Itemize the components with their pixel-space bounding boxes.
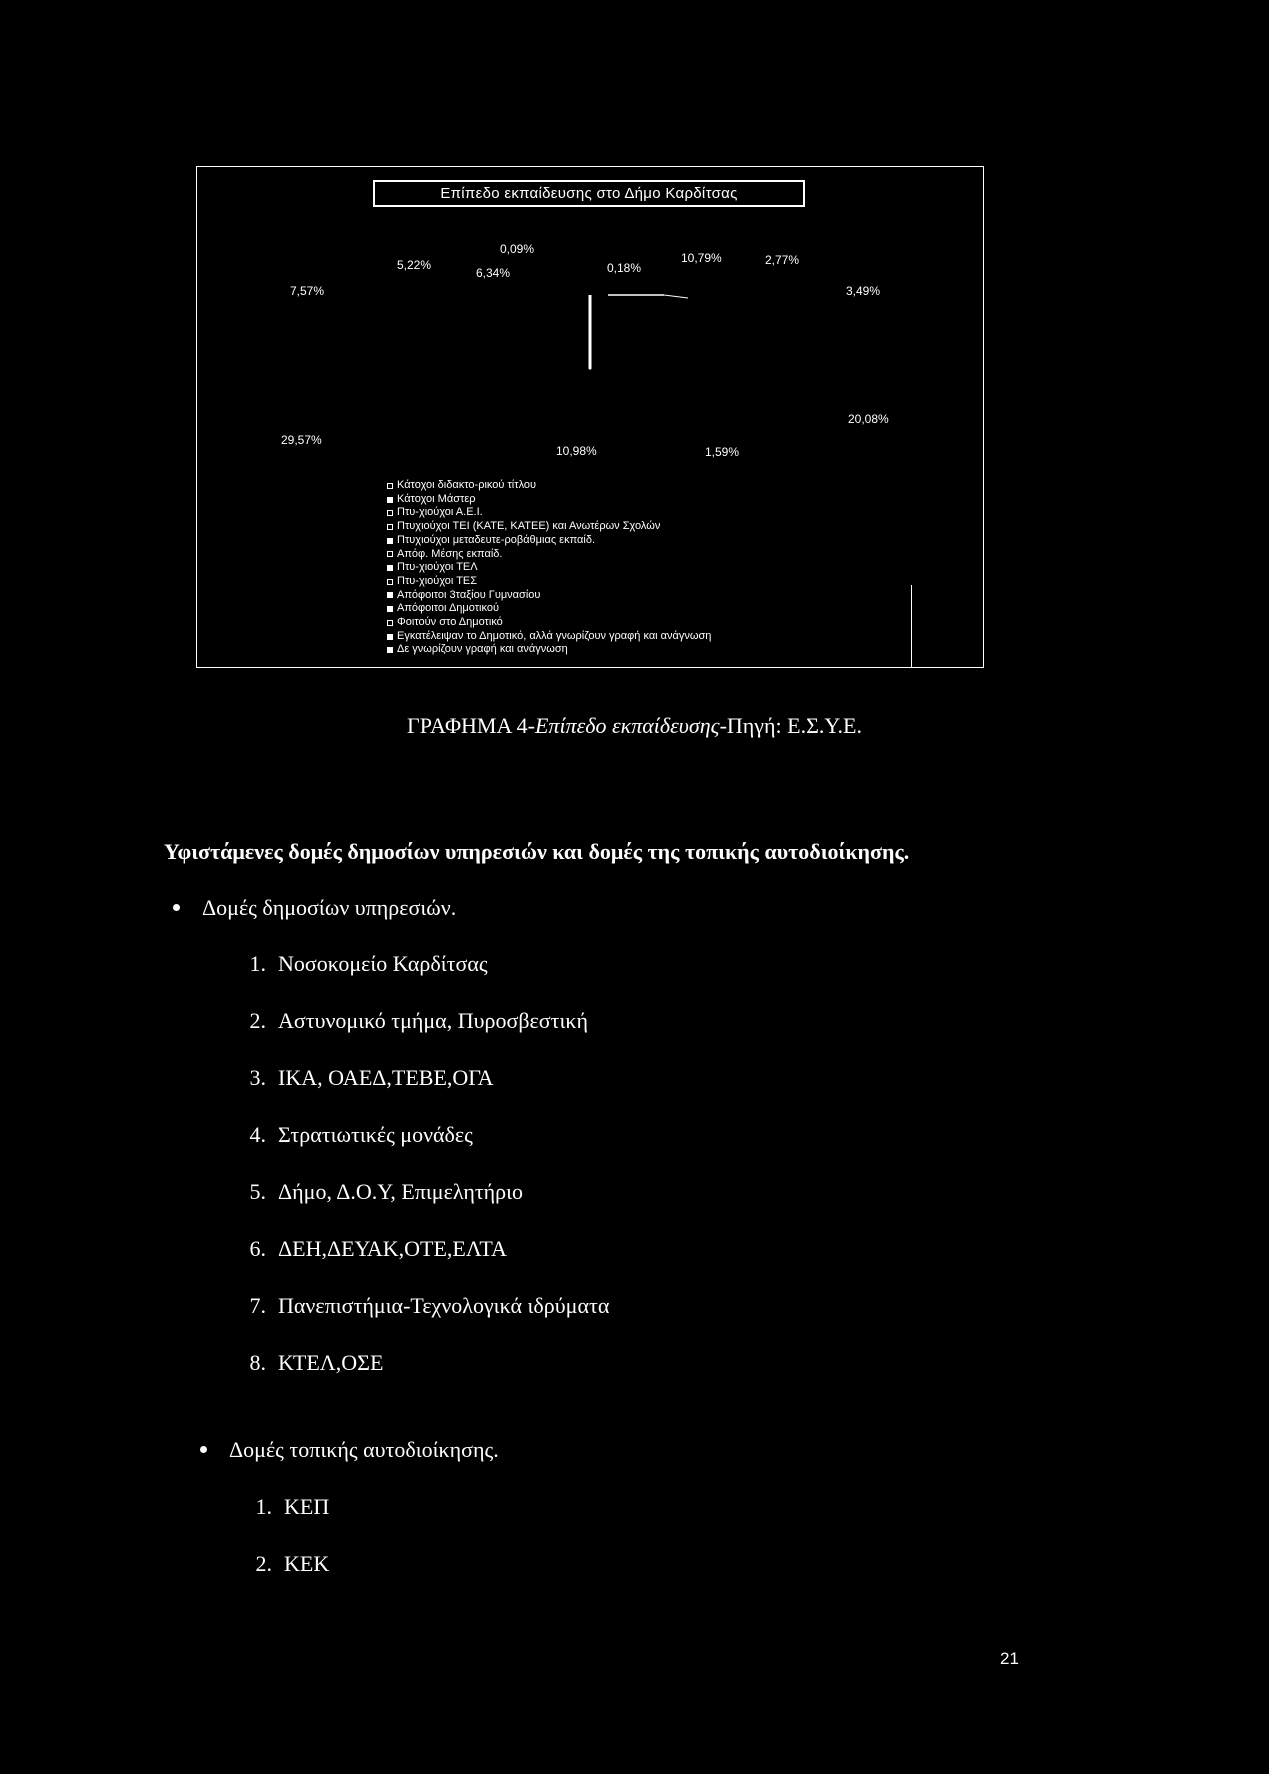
legend-item: Απόφοιτοι Δημοτικού [387, 602, 711, 616]
local-gov-list [238, 1494, 329, 1608]
pct-label: 10,79% [681, 251, 722, 265]
bullet-icon [200, 1446, 207, 1453]
list-item: 8. ΚΤΕΛ,ΟΣΕ [249, 1350, 384, 1375]
legend-item: Κάτοχοι Μάστερ [387, 493, 711, 507]
legend-item: Πτυ-χιούχοι ΤΕΣ [387, 575, 711, 589]
pct-label: 3,49% [846, 284, 881, 298]
legend-swatch [387, 565, 393, 571]
pct-label: 7,57% [290, 284, 325, 298]
education-chart [196, 166, 984, 668]
pct-label: 1,59% [705, 445, 740, 459]
local-gov-heading: Δομές τοπικής αυτοδιοίκησης. [200, 1437, 499, 1463]
chart-title: Επίπεδο εκπαίδευσης στο Δήμο Καρδίτσας [373, 180, 805, 207]
list-item: 1. Νοσοκομείο Καρδίτσας [249, 951, 488, 976]
bullet-icon [173, 904, 180, 911]
page-number: 21 [1000, 1649, 1019, 1668]
legend-swatch [387, 620, 393, 626]
section-heading: Υφιστάμενες δομές δημοσίων υπηρεσιών και δομές της τοπικής αυτοδιοίκησης. [164, 839, 910, 864]
legend-swatch [387, 634, 393, 640]
figure-caption: ΓΡΑΦΗΜΑ 4-Επίπεδο εκπαίδευσης-Πηγή: Ε.Σ.Υ.Ε. [407, 713, 862, 738]
legend-swatch [387, 551, 393, 557]
legend-item: Εγκατέλειψαν το Δημοτικό, αλλά γνωρίζουν γραφή και ανάγνωση [387, 630, 711, 644]
legend-swatch [387, 524, 393, 530]
legend-swatch [387, 483, 393, 489]
public-services-list [232, 951, 609, 1407]
legend-swatch [387, 538, 393, 544]
list-item: 3. ΙΚΑ, ΟΑΕΔ,ΤΕΒΕ,ΟΓΑ [249, 1065, 494, 1090]
legend-item: Πτυ-χιούχοι ΤΕΛ [387, 561, 711, 575]
legend-item: Δε γνωρίζουν γραφή και ανάγνωση [387, 643, 711, 657]
list-item: 7. Πανεπιστήμια-Τεχνολογικά ιδρύματα [249, 1293, 610, 1318]
pct-label: 29,57% [281, 433, 322, 447]
pct-label: 5,22% [397, 258, 432, 272]
pct-label: 2,77% [765, 253, 800, 267]
legend-item: Πτυ-χιούχοι Α.Ε.Ι. [387, 506, 711, 520]
legend-swatch [387, 510, 393, 516]
legend-item: Πτυχιούχοι ΤΕΙ (ΚΑΤΕ, ΚΑΤΕΕ) και Ανωτέρων Σχολών [387, 520, 711, 534]
legend-divider [911, 585, 912, 667]
legend-item: Απόφοιτοι 3ταξίου Γυμνασίου [387, 589, 711, 603]
legend-swatch [387, 579, 393, 585]
legend-swatch [387, 497, 393, 503]
list-item: 5. Δήμο, Δ.Ο.Υ, Επιμελητήριο [249, 1179, 524, 1204]
pct-label: 6,34% [476, 266, 511, 280]
legend-item: Κάτοχοι διδακτο-ρικού τίτλου [387, 479, 711, 493]
list-item: 1. ΚΕΠ [255, 1494, 330, 1519]
pct-label: 20,08% [848, 412, 889, 426]
legend-swatch [387, 592, 393, 598]
leader-line [664, 295, 688, 298]
legend-item: Φοιτούν στο Δημοτικό [387, 616, 711, 630]
pct-label: 0,09% [500, 242, 535, 256]
pct-label: 10,98% [556, 444, 597, 458]
list-item: 2. ΚΕΚ [255, 1551, 330, 1576]
list-item: 2. Αστυνομικό τμήμα, Πυροσβεστική [249, 1008, 588, 1033]
chart-legend [387, 479, 711, 657]
legend-swatch [387, 606, 393, 612]
legend-item: Πτυχιούχοι μεταδευτε-ροβάθμιας εκπαίδ. [387, 534, 711, 548]
list-item: 4. Στρατιωτικές μονάδες [249, 1122, 473, 1147]
legend-swatch [387, 647, 393, 653]
list-item: 6. ΔΕΗ,ΔΕΥΑΚ,ΟΤΕ,ΕΛΤΑ [249, 1236, 507, 1261]
legend-item: Απόφ. Μέσης εκπαίδ. [387, 548, 711, 562]
pct-label: 0,18% [607, 261, 642, 275]
public-services-heading: Δομές δημοσίων υπηρεσιών. [173, 895, 456, 921]
